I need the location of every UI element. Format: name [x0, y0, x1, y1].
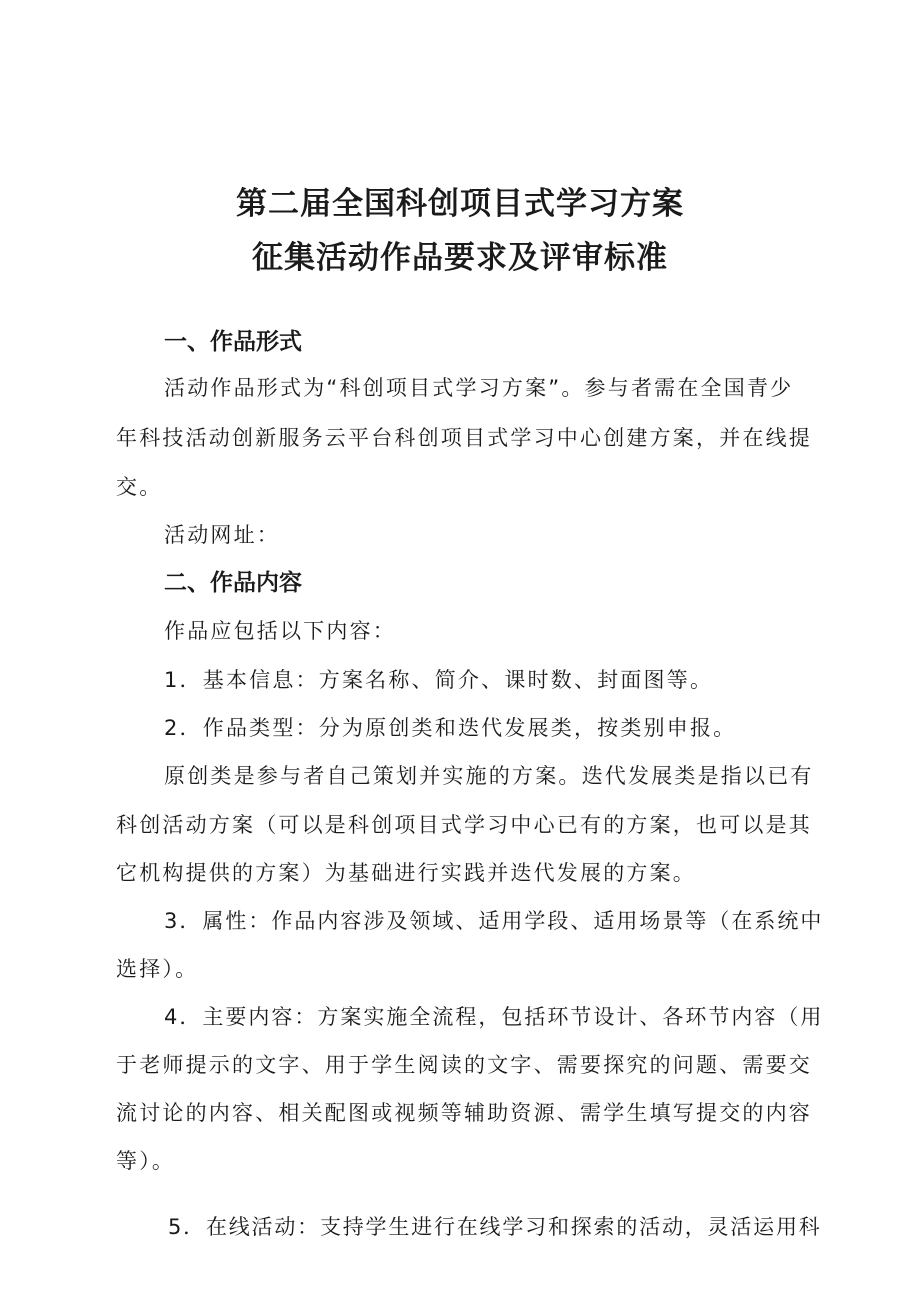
document-title-line-2: 征集活动作品要求及评审标准 — [252, 240, 668, 276]
paragraph-line: 科创活动方案（可以是科创项目式学习中心已有的方案，也可以是其 — [116, 813, 812, 837]
paragraph-line: 它机构提供的方案）为基础进行实践并迭代发展的方案。 — [116, 861, 696, 885]
document-title-line-1: 第二届全国科创项目式学习方案 — [236, 186, 684, 222]
website-label: 活动网址： — [164, 523, 280, 547]
section-heading-form: 一、作品形式 — [164, 329, 302, 355]
list-item: 3．属性：作品内容涉及领域、适用学段、适用场景等（在系统中 — [164, 909, 824, 933]
paragraph-line: 等）。 — [116, 1149, 176, 1173]
paragraph-line: 交。 — [116, 475, 163, 499]
list-item: 4．主要内容：方案实施全流程，包括环节设计、各环节内容（用 — [164, 1005, 824, 1029]
paragraph-line: 作品应包括以下内容： — [164, 619, 396, 643]
paragraph-line: 于老师提示的文字、用于学生阅读的文字、需要探究的问题、需要交 — [116, 1053, 812, 1077]
paragraph-line: 活动作品形式为“科创项目式学习方案”。参与者需在全国青少 — [164, 376, 794, 400]
list-item: 1．基本信息：方案名称、简介、课时数、封面图等。 — [164, 668, 714, 692]
section-heading-content: 二、作品内容 — [164, 570, 302, 596]
paragraph-line: 流讨论的内容、相关配图或视频等辅助资源、需学生填写提交的内容 — [116, 1101, 812, 1125]
paragraph-line: 选择）。 — [116, 957, 199, 981]
paragraph-line: 年科技活动创新服务云平台科创项目式学习中心创建方案，并在线提 — [116, 426, 812, 450]
paragraph-line: 原创类是参与者自己策划并实施的方案。迭代发展类是指以已有 — [164, 764, 814, 788]
list-item: 5．在线活动：支持学生进行在线学习和探索的活动，灵活运用科 — [168, 1215, 822, 1239]
list-item: 2．作品类型：分为原创类和迭代发展类，按类别申报。 — [164, 716, 737, 740]
